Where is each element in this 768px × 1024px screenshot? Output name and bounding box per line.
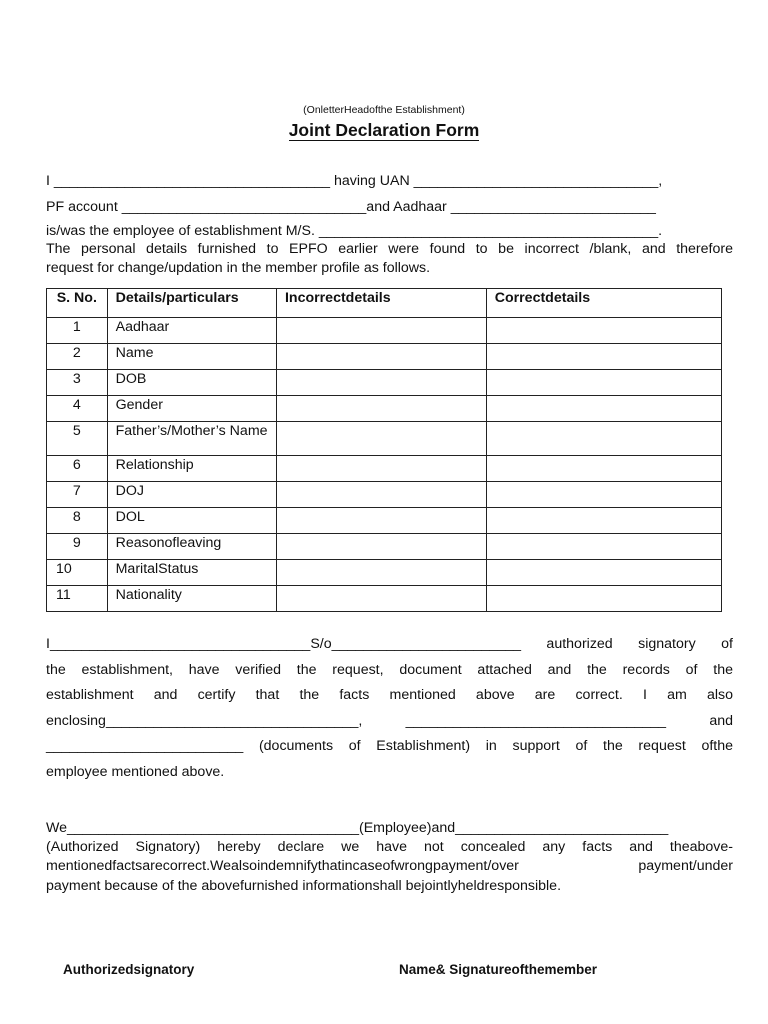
declaration-line-1: We_____________________________________(Employee)and___________________________	[46, 820, 669, 836]
row-correct-cell[interactable]	[486, 370, 721, 396]
row-incorrect-cell[interactable]	[276, 586, 486, 612]
table-row	[47, 534, 722, 560]
row-detail: Aadhaar	[107, 318, 276, 344]
table-row	[47, 482, 722, 508]
row-correct-cell[interactable]	[486, 586, 721, 612]
table-row	[47, 396, 722, 422]
details-table	[46, 288, 722, 612]
row-sno: 1	[47, 318, 108, 344]
certification-line-3: establishment and certify that the facts mentioned above are correct. I am also	[46, 687, 733, 703]
row-correct-cell[interactable]	[486, 456, 721, 482]
row-detail: DOJ	[107, 482, 276, 508]
letterhead-note: (OnletterHeadofthe Establishment)	[303, 104, 465, 116]
table-row	[47, 508, 722, 534]
row-incorrect-cell[interactable]	[276, 422, 486, 456]
table-row	[47, 560, 722, 586]
page-title	[0, 120, 768, 141]
row-sno: 11	[47, 586, 108, 612]
intro-line-2: PF account _______________________________and Aadhaar __________________________	[46, 199, 656, 215]
intro-line-5: request for change/updation in the member profile as follows.	[46, 260, 431, 276]
row-incorrect-cell[interactable]	[276, 344, 486, 370]
row-detail: Name	[107, 344, 276, 370]
row-correct-cell[interactable]	[486, 482, 721, 508]
row-sno: 8	[47, 508, 108, 534]
certification-line-4: enclosing________________________________, _________________________________ and	[46, 713, 733, 729]
header-correct: Correctdetails	[486, 289, 721, 318]
row-correct-cell[interactable]	[486, 534, 721, 560]
row-detail: Father’s/Mother’s Name	[107, 422, 276, 456]
header-details: Details/particulars	[107, 289, 276, 318]
row-incorrect-cell[interactable]	[276, 534, 486, 560]
row-correct-cell[interactable]	[486, 396, 721, 422]
row-incorrect-cell[interactable]	[276, 318, 486, 344]
authorized-signatory-label: Authorizedsignatory	[63, 962, 195, 977]
row-detail: DOB	[107, 370, 276, 396]
row-sno: 4	[47, 396, 108, 422]
row-correct-cell[interactable]	[486, 422, 721, 456]
row-correct-cell[interactable]	[486, 508, 721, 534]
table-row	[47, 456, 722, 482]
row-incorrect-cell[interactable]	[276, 396, 486, 422]
intro-line-3: is/was the employee of establishment M/S. ___________________________________________.	[46, 223, 663, 239]
certification-line-1: I_________________________________S/o________________________ authorized signatory of	[46, 636, 733, 652]
row-incorrect-cell[interactable]	[276, 370, 486, 396]
row-incorrect-cell[interactable]	[276, 508, 486, 534]
row-sno: 7	[47, 482, 108, 508]
row-detail: MaritalStatus	[107, 560, 276, 586]
table-header-row	[47, 289, 722, 318]
table-row	[47, 370, 722, 396]
table-row	[47, 422, 722, 456]
row-detail: Relationship	[107, 456, 276, 482]
certification-line-6: employee mentioned above.	[46, 764, 225, 780]
member-signature-label: Name& Signatureofthemember	[399, 962, 598, 977]
intro-line-4: The personal details furnished to EPFO earlier were found to be incorrect /blank, and therefore	[46, 241, 733, 257]
declaration-line-3: mentionedfactsarecorrect.Wealsoindemnifythatincaseofwrongpayment/over payment/under	[46, 858, 733, 874]
header-incorrect: Incorrectdetails	[276, 289, 486, 318]
row-incorrect-cell[interactable]	[276, 482, 486, 508]
row-sno: 9	[47, 534, 108, 560]
row-detail: Nationality	[107, 586, 276, 612]
page-title-text: Joint Declaration Form	[288, 120, 480, 140]
declaration-line-4: payment because of the abovefurnished informationshall bejointlyheldresponsible.	[46, 878, 562, 894]
row-correct-cell[interactable]	[486, 344, 721, 370]
row-detail: Reasonofleaving	[107, 534, 276, 560]
table-row	[47, 586, 722, 612]
row-sno: 5	[47, 422, 108, 456]
table-row	[47, 344, 722, 370]
row-incorrect-cell[interactable]	[276, 560, 486, 586]
row-correct-cell[interactable]	[486, 318, 721, 344]
row-incorrect-cell[interactable]	[276, 456, 486, 482]
row-detail: DOL	[107, 508, 276, 534]
row-correct-cell[interactable]	[486, 560, 721, 586]
intro-line-1: I ___________________________________ having UAN _______________________________,	[46, 173, 663, 189]
certification-line-5: _________________________ (documents of Establishment) in support of the request ofthe	[46, 738, 733, 754]
row-sno: 10	[47, 560, 108, 586]
row-detail: Gender	[107, 396, 276, 422]
table-row	[47, 318, 722, 344]
row-sno: 3	[47, 370, 108, 396]
certification-line-2: the establishment, have verified the request, document attached and the records of the	[46, 662, 733, 678]
header-sno: S. No.	[47, 289, 108, 318]
row-sno: 6	[47, 456, 108, 482]
declaration-line-2: (Authorized Signatory) hereby declare we have not concealed any facts and theabove-	[46, 839, 733, 855]
row-sno: 2	[47, 344, 108, 370]
